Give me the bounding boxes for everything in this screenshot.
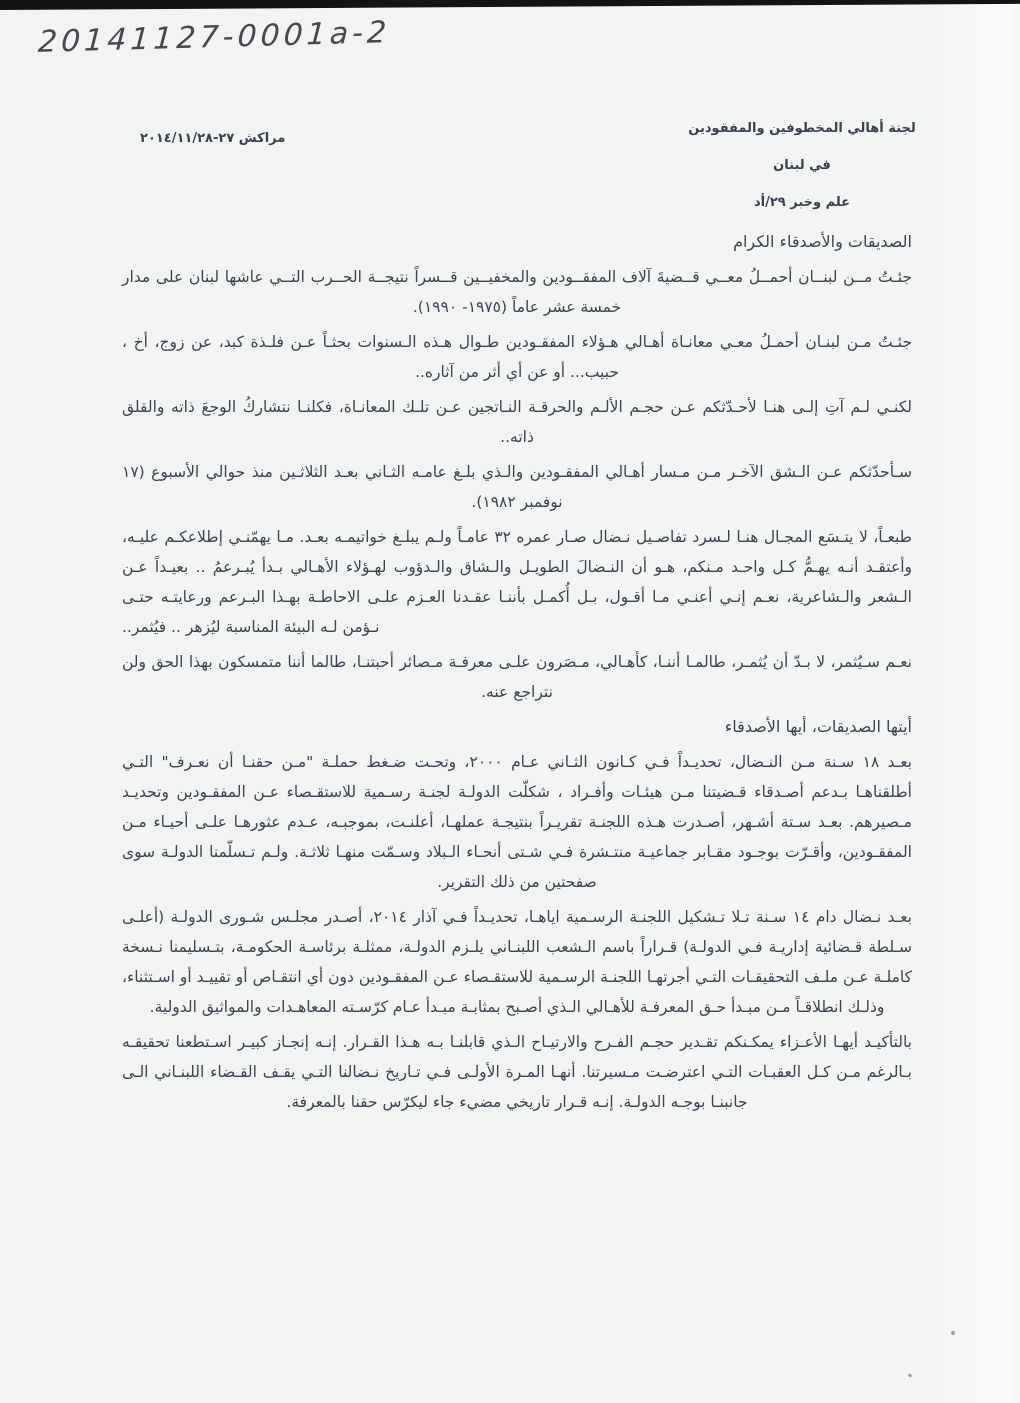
handwritten-reference-number: 20141127-0001a-2	[37, 15, 392, 60]
paragraph-3: لكنـي لـم آتِ إلـى هنـا لأحـدّثكم عـن حجـم الألـم والحرقـة النـاتجين عـن تلـك المعانـاة، فكلنـا نتشاركُ الوجعَ ذاته والقلق ذاته..	[122, 398, 912, 446]
paragraph-6: نعـم سـيُثمر، لا بـدّ أن يُثمـر، طالمـا أننـا، كأهـالي، مـصَرون علـى معرفـة مـصائر أحبتنـا، طالما أننا متمسكون بهذا الحق ولن نتراجع عنه.	[122, 653, 912, 701]
paragraph-7: بعـد ١٨ سـنة مـن النـضال، تحديـداً فـي كـانون الثـاني عـام ٢٠٠٠، وتحـت ضـغط حملـة "مـن حقنـا أن نعـرف" التـي أطلقناهـا بـدعم أصـدقاء قـضيتنا مـن هيئـات وأفـراد ، شكلّت الدولـة لجنـة رسـمية للاستقـصاء عـن المفقـودين وتحديـد مـصيرهم. بعـد سـتة أشـهر، أصـدرت هـذه اللجنـة تقريـراً بنتيجـة عملهـا، أعلنـت، بموجبـه، عـدم عثورهـا علـى أحيـاء مـن المفقـودين، وأقـرّت بوجـود مقـابر جماعيـة منتـشرة فـي شـتى أنحـاء الـبلاد وسـمّت منهـا ثلاثـة. ولـم تـسلّمنا الدولـة سوى صفحتين من ذلك التقرير.	[122, 753, 912, 891]
dateline-place-date: مراكش ٢٧-٢٠١٤/١١/٢٨	[140, 131, 286, 146]
paragraph-8: بعـد نـضال دام ١٤ سـنة تـلا تـشكيل اللجنـة الرسـمية اياهـا، تحديـداً فـي آذار ٢٠١٤، أصـدر مجلـس شـورى الدولـة (أعلـى سـلطة قـضائية إداريـة فـي الدولـة) قـراراً باسم الـشعب اللبنـاني يلـزم الدولـة، ممثلـة برئاسـة الحكومـة، بتـسليمنا نـسخة كاملـة عـن ملـف التحقيقـات التـي أجرتهـا اللجنـة الرسـمية للاستقـصاء عـن المفقـودين دون أي انتقـاص أو تقييـد أو اسـتثناء، وذلـك انطلاقـاً مـن مبـدأ حـق المعرفـة للأهـالي الـذي أصـبح بمثابـة مبـدأ عـام كرّسـته المعاهـدات والمواثيق الدولية.	[122, 908, 912, 1016]
letter-body	[122, 227, 912, 1122]
scan-edge-artifact	[0, 0, 1020, 10]
org-name: لجنة أهالي المخطوفين والمفقودين	[688, 121, 916, 136]
paragraph-4: سـأحدّثكم عـن الـشق الآخـر مـن مـسار أهـالي المفقـودين والـذي بلـغ عامـه الثـاني بعـد الثلاثـين منذ حوالي الأسبوع (١٧ نوفمبر ١٩٨٢).	[122, 463, 912, 511]
paper-speck	[951, 1331, 955, 1335]
org-location: في لبنان	[773, 158, 831, 173]
letterhead-org-block	[682, 121, 922, 232]
salutation-line-2: أيتها الصديقات، أيها الأصدقاء	[724, 717, 912, 736]
paragraph-9: بالتأكيـد أيهـا الأعـزاء يمكـنكم تقـدير حجـم الفـرح والارتيـاح الـذي قابلنـا بـه هـذا القـرار. إنـه إنجـاز كبيـر اسـتطعنا تحقيقـه بـالرغم مـن كـل العقبـات التـي اعترضـت مـسيرتنا. أنهـا المـرة الأولـى فـي تـاريخ نـضالنا التـي يقـف القـضاء اللبنـاني الـى جانبنـا بوجـه الدولـة. إنـه قـرار تاريخي مضيء جاء ليكرّس حقنا بالمعرفة.	[122, 1033, 912, 1111]
paragraph-1: جئـتُ مــن لبنــان أحمــلُ معــي قــضيةَ آلاف المفقــودين والمخفيــين قــسراً نتيجــة الحــرب التــي عاشها لبنان على مدار خمسة عشر عاماً (١٩٧٥- ١٩٩٠).	[122, 268, 912, 316]
paragraph-2: جئـتُ مـن لبنـان أحمـلُ معـي معانـاة أهـالي هـؤلاء المفقـودين طـوال هـذه الـسنوات بحثـاً عـن فلـذة كبد، عن زوج، أخ ، حبيب... أو عن أي أثر من آثاره..	[122, 333, 912, 381]
org-permit-line: علم وخبر ٢٩/أد	[753, 195, 851, 210]
salutation-line: الصديقات والأصدقاء الكرام	[733, 232, 912, 251]
paragraph-5: طبعـاً، لا يتـسَع المجـال هنـا لـسرد تفاصـيل نـضال صـار عمره ٣٢ عامـاً ولـم يبلـغ خواتيمـه بعـد. مـا يهمّنـي إطلاعكـم عليـه، وأعتقـد أنـه يهـمُّ كـل واحـد مـنكم، هـو أن النـضالَ الطويـل والـشاق والـدؤوب لهـؤلاء الأهـالي بـدأ يُبـرعمُ .. بعيـداً عـن الـشعر والـشاعرية، نعـم إنـي أعنـي مـا أقـول، بـل أُكمـل بأننـا عقـدنا العـزم علـى الاحاطـة بهـذا البـرعم ورعايتـه حتـى نـؤمن لـه البيئة المناسبة ليُزهر .. فيُثمر..	[122, 528, 912, 636]
paper-speck	[908, 1373, 913, 1378]
